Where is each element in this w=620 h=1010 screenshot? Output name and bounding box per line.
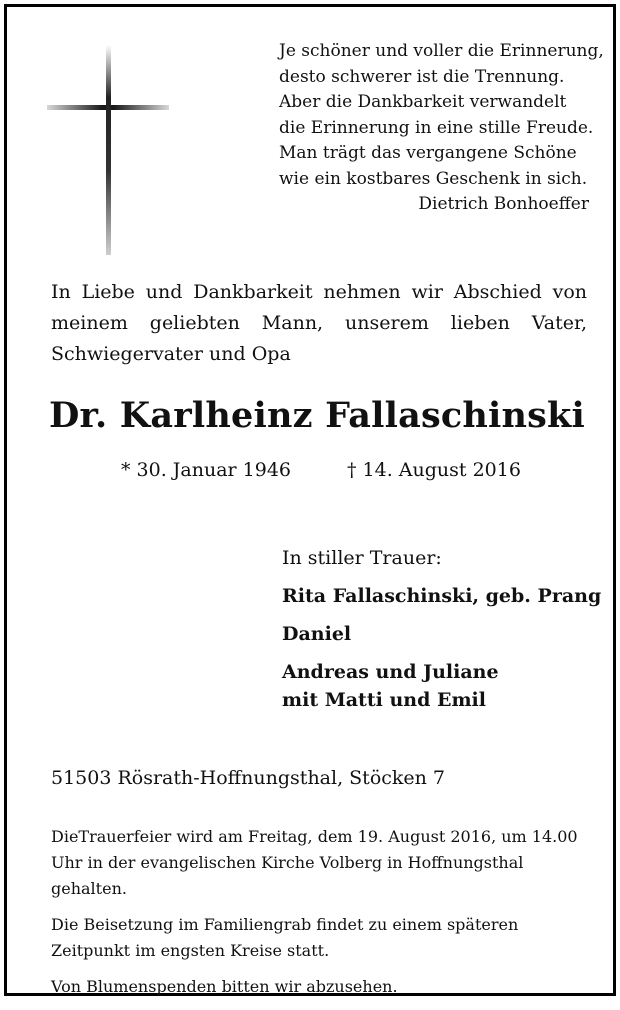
- mourner-name: Rita Fallaschinski, geb. Prang: [282, 585, 602, 607]
- death-date: † 14. August 2016: [347, 459, 521, 481]
- info-block: [51, 824, 591, 1010]
- quote-line: Man trägt das vergangene Schöne: [279, 143, 577, 163]
- quote-block: [279, 39, 604, 218]
- quote-line: Aber die Dankbarkeit verwandelt: [279, 92, 567, 112]
- quote-line: desto schwerer ist die Trennung.: [279, 66, 565, 87]
- mourners-block: [282, 544, 601, 714]
- mourners-heading: In stiller Trauer:: [282, 547, 442, 569]
- mourner-name: mit Matti und Emil: [282, 689, 486, 711]
- address: 51503 Rösrath-Hoffnungsthal, Stöcken 7: [51, 767, 446, 789]
- obituary-notice: [4, 4, 616, 996]
- info-paragraph: Die Beisetzung im Familiengrab findet zu einem späteren Zeitpunkt im engsten Kreise statt.: [51, 915, 519, 960]
- quote-line: Je schöner und voller die Erinnerung,: [279, 41, 604, 61]
- quote-line: die Erinnerung in eine stille Freude.: [279, 117, 594, 138]
- intro-text: In Liebe und Dankbarkeit nehmen wir Abschied von meinem geliebten Mann, unserem lieben Vater, Schwiegervater und Opa: [51, 281, 587, 365]
- info-paragraph: Von Blumenspenden bitten wir abzusehen.: [51, 977, 398, 996]
- deceased-name: Dr. Karlheinz Fallaschinski: [48, 395, 586, 436]
- birth-date: * 30. Januar 1946: [121, 459, 292, 481]
- mourner-name: Daniel: [282, 623, 352, 645]
- quote-line: wie ein kostbares Geschenk in sich.: [279, 168, 588, 189]
- quote-author: Dietrich Bonhoeffer: [418, 194, 589, 214]
- mourner-name: Andreas und Juliane: [282, 661, 499, 683]
- info-paragraph: DieTrauerfeier wird am Freitag, dem 19. August 2016, um 14.00 Uhr in der evangelischen Kirche Volberg in Hoffnungsthal gehalten.: [51, 827, 578, 898]
- cross-icon: [47, 45, 169, 255]
